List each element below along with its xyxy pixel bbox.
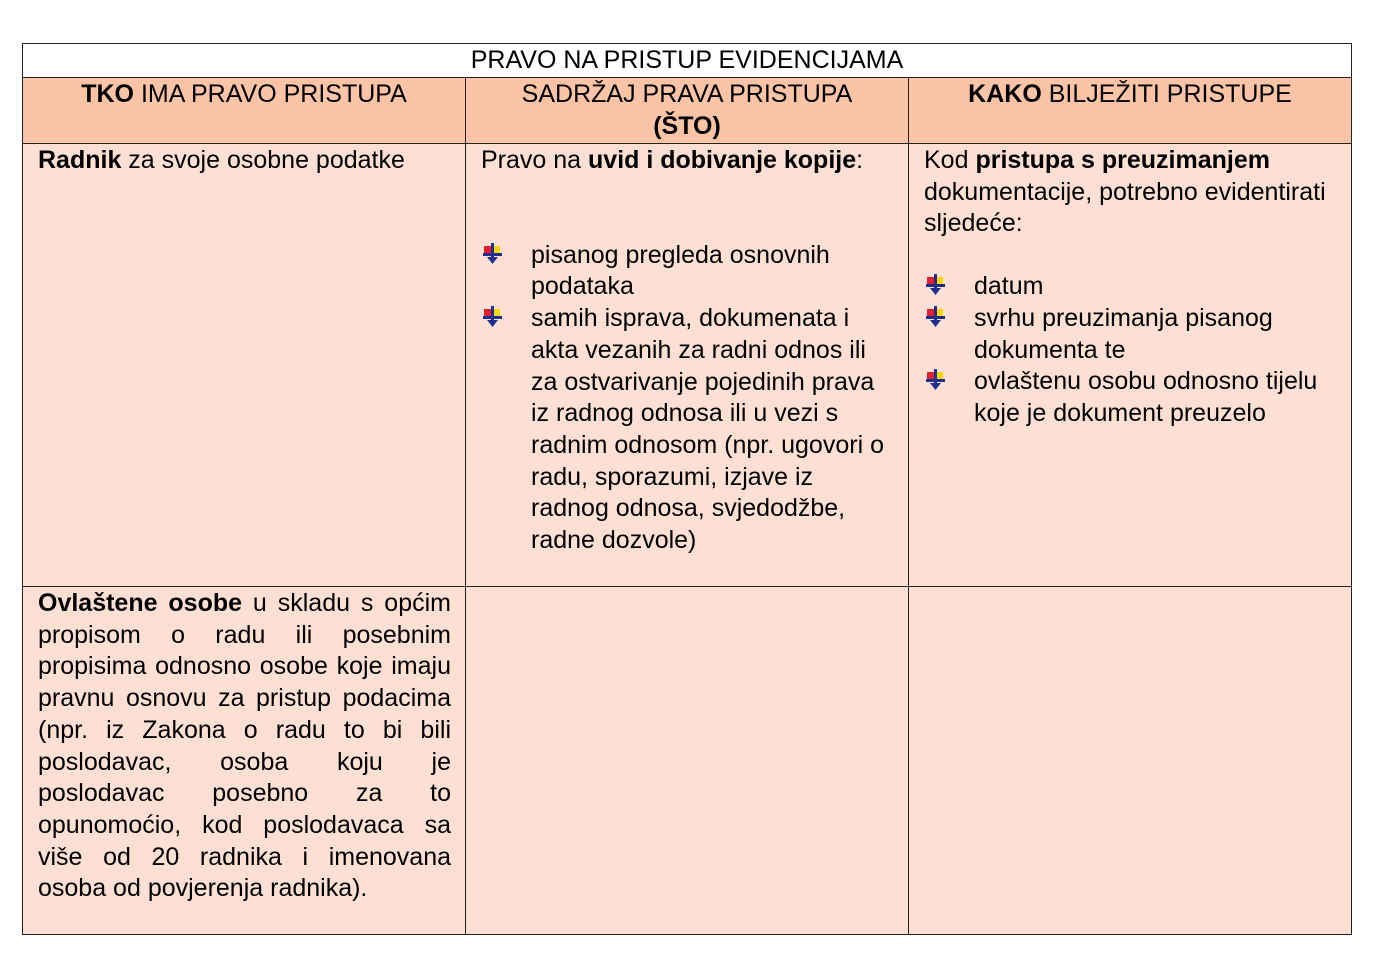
list-item-text: svrhu preuzimanja pisanog dokumenta te xyxy=(974,303,1273,364)
row2-who-text: u skladu s općim propisom o radu ili posebnim propisima odnosno osobe koje imaju pravnu osnovu za pristup podacima (npr. iz Zakona o radu to bi bili poslodavac, osoba koju je poslodavac posebno za to opunomoćio, kod poslodavaca sa više od 20 radnika i imenovana osoba od povjerenja radnika). xyxy=(38,589,451,903)
row1-who-bold: Radnik xyxy=(38,146,122,174)
row1-what-intro-bold: uvid i dobivanje kopije xyxy=(588,146,857,174)
row1-who-text: za svoje osobne podatke xyxy=(121,146,405,174)
arrow-down-bullet-icon xyxy=(925,274,947,296)
row2-who-bold: Ovlaštene osobe xyxy=(38,589,243,617)
arrow-down-bullet-icon xyxy=(925,306,947,328)
header-who-bold: TKO xyxy=(81,80,135,108)
arrow-down-bullet-icon xyxy=(925,369,947,391)
header-who-text: IMA PRAVO PRISTUPA xyxy=(134,80,407,108)
access-records-table xyxy=(22,43,1352,935)
table-title xyxy=(23,44,1352,78)
row2-who-cell xyxy=(23,587,466,935)
header-how-bold: KAKO xyxy=(968,80,1042,108)
header-what xyxy=(466,78,909,144)
arrow-down-bullet-icon xyxy=(482,243,504,265)
row1-how-intro xyxy=(924,145,1337,240)
row1-how-intro-plain: Kod xyxy=(924,146,976,174)
row1-what-intro-end: : xyxy=(856,146,864,174)
row2-how-cell xyxy=(909,587,1352,935)
header-what-line2: (ŠTO) xyxy=(653,111,721,140)
header-what-text: SADRŽAJ PRAVA PRISTUPA xyxy=(521,80,853,108)
row1-how-cell xyxy=(909,144,1352,587)
row1-how-intro-end: dokumentacije, potrebno evidentirati sljedeće: xyxy=(924,177,1326,238)
header-who xyxy=(23,78,466,144)
row1-how-list xyxy=(924,271,1337,430)
list-item xyxy=(924,303,1337,366)
row1-what-intro xyxy=(481,145,894,177)
row2-what-cell xyxy=(466,587,909,935)
list-item xyxy=(924,271,1337,303)
list-item-text: datum xyxy=(974,272,1044,301)
list-item-text: pisanog pregleda osnovnih podataka xyxy=(531,240,830,301)
list-item xyxy=(481,303,894,557)
list-item xyxy=(481,240,894,303)
list-item-text: ovlaštenu osobu odnosno tijelu koje je dokument preuzelo xyxy=(974,367,1318,427)
header-how-text: BILJEŽITI PRISTUPE xyxy=(1041,80,1292,108)
row1-what-list xyxy=(481,240,894,557)
list-item-text: samih isprava, dokumenata i akta vezanih za radni odnos ili za ostvarivanje pojedinih prava iz radnog odnosa ili u vezi s radnim odnosom (npr. ugovori o radu, sporazumi, izjave iz radnog odnosa, svjedodžbe, radne dozvole) xyxy=(531,304,884,555)
list-item xyxy=(924,366,1337,429)
row1-what-cell xyxy=(466,144,909,587)
row1-how-intro-bold: pristupa s preuzimanjem xyxy=(975,146,1270,174)
row1-who-cell xyxy=(23,144,466,587)
header-how xyxy=(909,78,1352,144)
table-title-text: PRAVO NA PRISTUP EVIDENCIJAMA xyxy=(470,46,904,74)
arrow-down-bullet-icon xyxy=(482,306,504,328)
row1-what-intro-plain: Pravo na xyxy=(481,146,589,174)
